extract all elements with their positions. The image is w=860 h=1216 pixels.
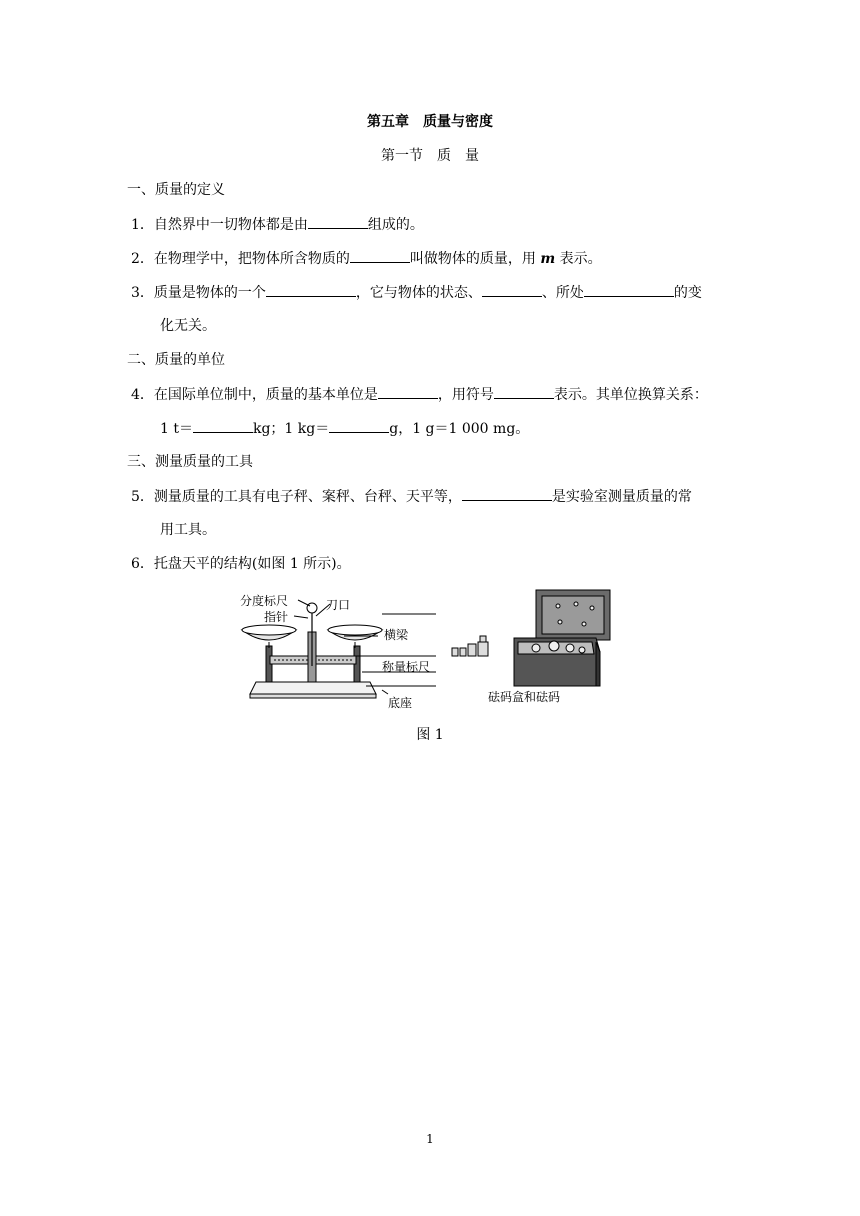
label-base: 底座 xyxy=(388,696,413,710)
question-4 xyxy=(131,385,708,404)
label-pointer: 指针 xyxy=(264,610,289,624)
q1-text-a: 1．自然界中一切物体都是由 xyxy=(131,217,308,233)
symbol-m: m xyxy=(540,251,556,267)
label-beam: 横梁 xyxy=(384,628,409,642)
q3-text-a: 3．质量是物体的一个 xyxy=(131,285,266,301)
chapter-title: 第五章 质量与密度 xyxy=(367,114,493,130)
q3-text-b: ，它与物体的状态、 xyxy=(355,285,482,301)
q2-text-b: 叫做物体的质量，用 xyxy=(409,251,536,267)
balance-figure xyxy=(236,586,616,712)
label-weighing-scale: 称量标尺 xyxy=(382,660,431,674)
label-knife-edge: 刀口 xyxy=(326,598,351,612)
q4-text-c: 表示。其单位换算关系： xyxy=(553,387,708,403)
heading-tools: 三、测量质量的工具 xyxy=(127,454,253,470)
q5-text-a: 5．测量质量的工具有电子秤、案秤、台秤、天平等， xyxy=(131,489,462,505)
q4-text-e: kg；1 kg＝ xyxy=(252,421,330,437)
answer-blank[interactable] xyxy=(266,283,356,297)
question-3-cont: 化无关。 xyxy=(160,318,216,334)
answer-blank[interactable] xyxy=(193,419,253,433)
question-3 xyxy=(131,283,702,302)
question-2 xyxy=(131,249,602,268)
q4-text-a: 4．在国际单位制中，质量的基本单位是 xyxy=(131,387,378,403)
answer-blank[interactable] xyxy=(494,385,554,399)
label-weight-box: 砝码盒和砝码 xyxy=(488,690,561,704)
question-5 xyxy=(131,487,692,506)
answer-blank[interactable] xyxy=(329,419,389,433)
answer-blank[interactable] xyxy=(378,385,438,399)
question-4-cont xyxy=(160,419,529,438)
q3-text-c: 、所处 xyxy=(541,285,584,301)
answer-blank[interactable] xyxy=(350,249,410,263)
q4-text-f: g，1 g＝1 000 mg。 xyxy=(389,421,530,437)
heading-definition: 一、质量的定义 xyxy=(127,182,225,198)
q1-text-b: 组成的。 xyxy=(367,217,424,233)
q2-text-c: 表示。 xyxy=(559,251,602,267)
question-6: 6．托盘天平的结构(如图 1 所示)。 xyxy=(131,556,351,572)
figure-caption: 图 1 xyxy=(416,727,444,743)
answer-blank[interactable] xyxy=(584,283,674,297)
answer-blank[interactable] xyxy=(482,283,542,297)
question-5-cont: 用工具。 xyxy=(160,522,216,538)
section-title: 第一节 质 量 xyxy=(381,148,479,164)
q4-text-b: ，用符号 xyxy=(437,387,494,403)
page-number: 1 xyxy=(426,1132,434,1146)
q2-text-a: 2．在物理学中，把物体所含物质的 xyxy=(131,251,350,267)
heading-units: 二、质量的单位 xyxy=(127,352,225,368)
q5-text-b: 是实验室测量质量的常 xyxy=(551,489,692,505)
answer-blank[interactable] xyxy=(462,487,552,501)
question-1 xyxy=(131,215,424,234)
q3-text-d: 的变 xyxy=(673,285,702,301)
label-scale: 分度标尺 xyxy=(240,594,289,608)
answer-blank[interactable] xyxy=(308,215,368,229)
q4-text-d: 1 t＝ xyxy=(160,421,193,437)
